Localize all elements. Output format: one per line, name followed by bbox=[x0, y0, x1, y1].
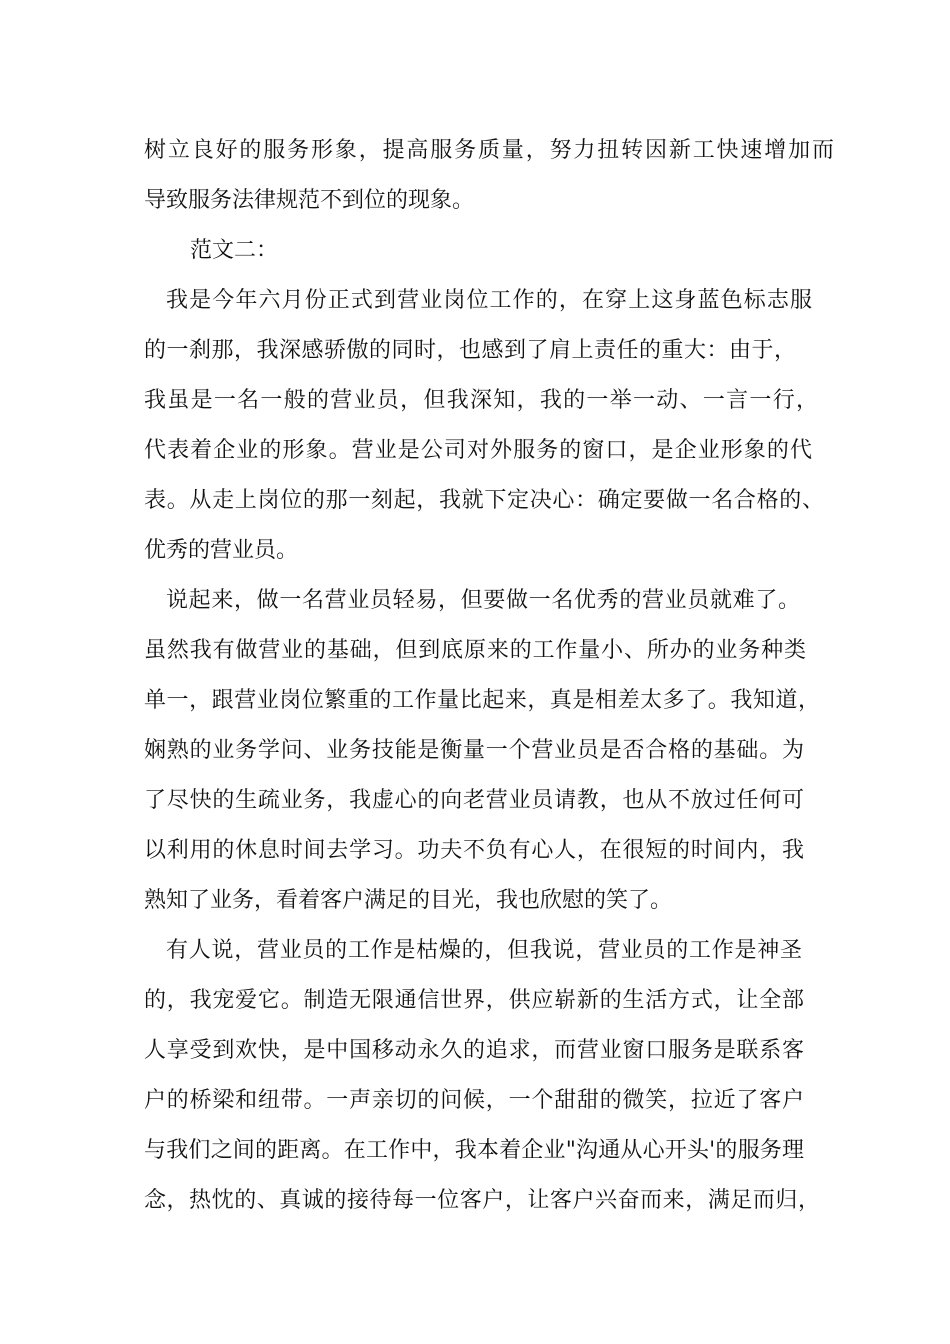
paragraph-line-1: 树立良好的服务形象，提高服务质量，努力扭转因新工快速增加而 bbox=[144, 138, 834, 163]
paragraph-line-22: 念，热忱的、真诚的接待每一位客户，让客户兴奋而来，满足而归， bbox=[144, 1188, 820, 1213]
paragraph-line-13: 娴熟的业务学问、业务技能是衡量一个营业员是否合格的基础。为 bbox=[144, 738, 804, 763]
paragraph-line-5: 的一刹那，我深感骄傲的同时，也感到了肩上责任的重大：由于， bbox=[144, 338, 796, 363]
paragraph-line-14: 了尽快的生疏业务，我虚心的向老营业员请教，也从不放过任何可 bbox=[144, 788, 804, 813]
paragraph-line-15: 以利用的休息时间去学习。功夫不负有心人，在很短的时间内，我 bbox=[144, 838, 804, 863]
section-heading: 范文二： bbox=[190, 238, 279, 263]
paragraph-line-12: 单一，跟营业岗位繁重的工作量比起来，真是相差太多了。我知道， bbox=[144, 688, 820, 713]
paragraph-line-16: 熟知了业务，看着客户满足的目光，我也欣慰的笑了。 bbox=[144, 888, 673, 913]
paragraph-line-8: 表。从走上岗位的那一刻起，我就下定决心：确定要做一名合格的、 bbox=[144, 488, 824, 513]
paragraph-line-19: 人享受到欢快，是中国移动永久的追求，而营业窗口服务是联系客 bbox=[144, 1038, 804, 1063]
paragraph-line-10: 说起来，做一名营业员轻易，但要做一名优秀的营业员就难了。 bbox=[166, 588, 800, 613]
paragraph-line-2: 导致服务法律规范不到位的现象。 bbox=[144, 188, 475, 213]
paragraph-line-6: 我虽是一名一般的营业员，但我深知，我的一举一动、一言一行， bbox=[144, 388, 818, 413]
paragraph-line-20: 户的桥梁和纽带。一声亲切的问候，一个甜甜的微笑，拉近了客户 bbox=[144, 1088, 804, 1113]
paragraph-line-4: 我是今年六月份正式到营业岗位工作的，在穿上这身蓝色标志服 bbox=[166, 288, 812, 313]
paragraph-line-18: 的，我宠爱它。制造无限通信世界，供应崭新的生活方式，让全部 bbox=[144, 988, 804, 1013]
paragraph-line-9: 优秀的营业员。 bbox=[144, 538, 299, 563]
paragraph-line-11: 虽然我有做营业的基础，但到底原来的工作量小、所办的业务种类 bbox=[144, 638, 806, 663]
paragraph-line-17: 有人说，营业员的工作是枯燥的，但我说，营业员的工作是神圣 bbox=[166, 938, 802, 963]
paragraph-line-7: 代表着企业的形象。营业是公司对外服务的窗口，是企业形象的代 bbox=[144, 438, 812, 463]
paragraph-line-21: 与我们之间的距离。在工作中，我本着企业"沟通从心开头'的服务理 bbox=[144, 1138, 804, 1163]
